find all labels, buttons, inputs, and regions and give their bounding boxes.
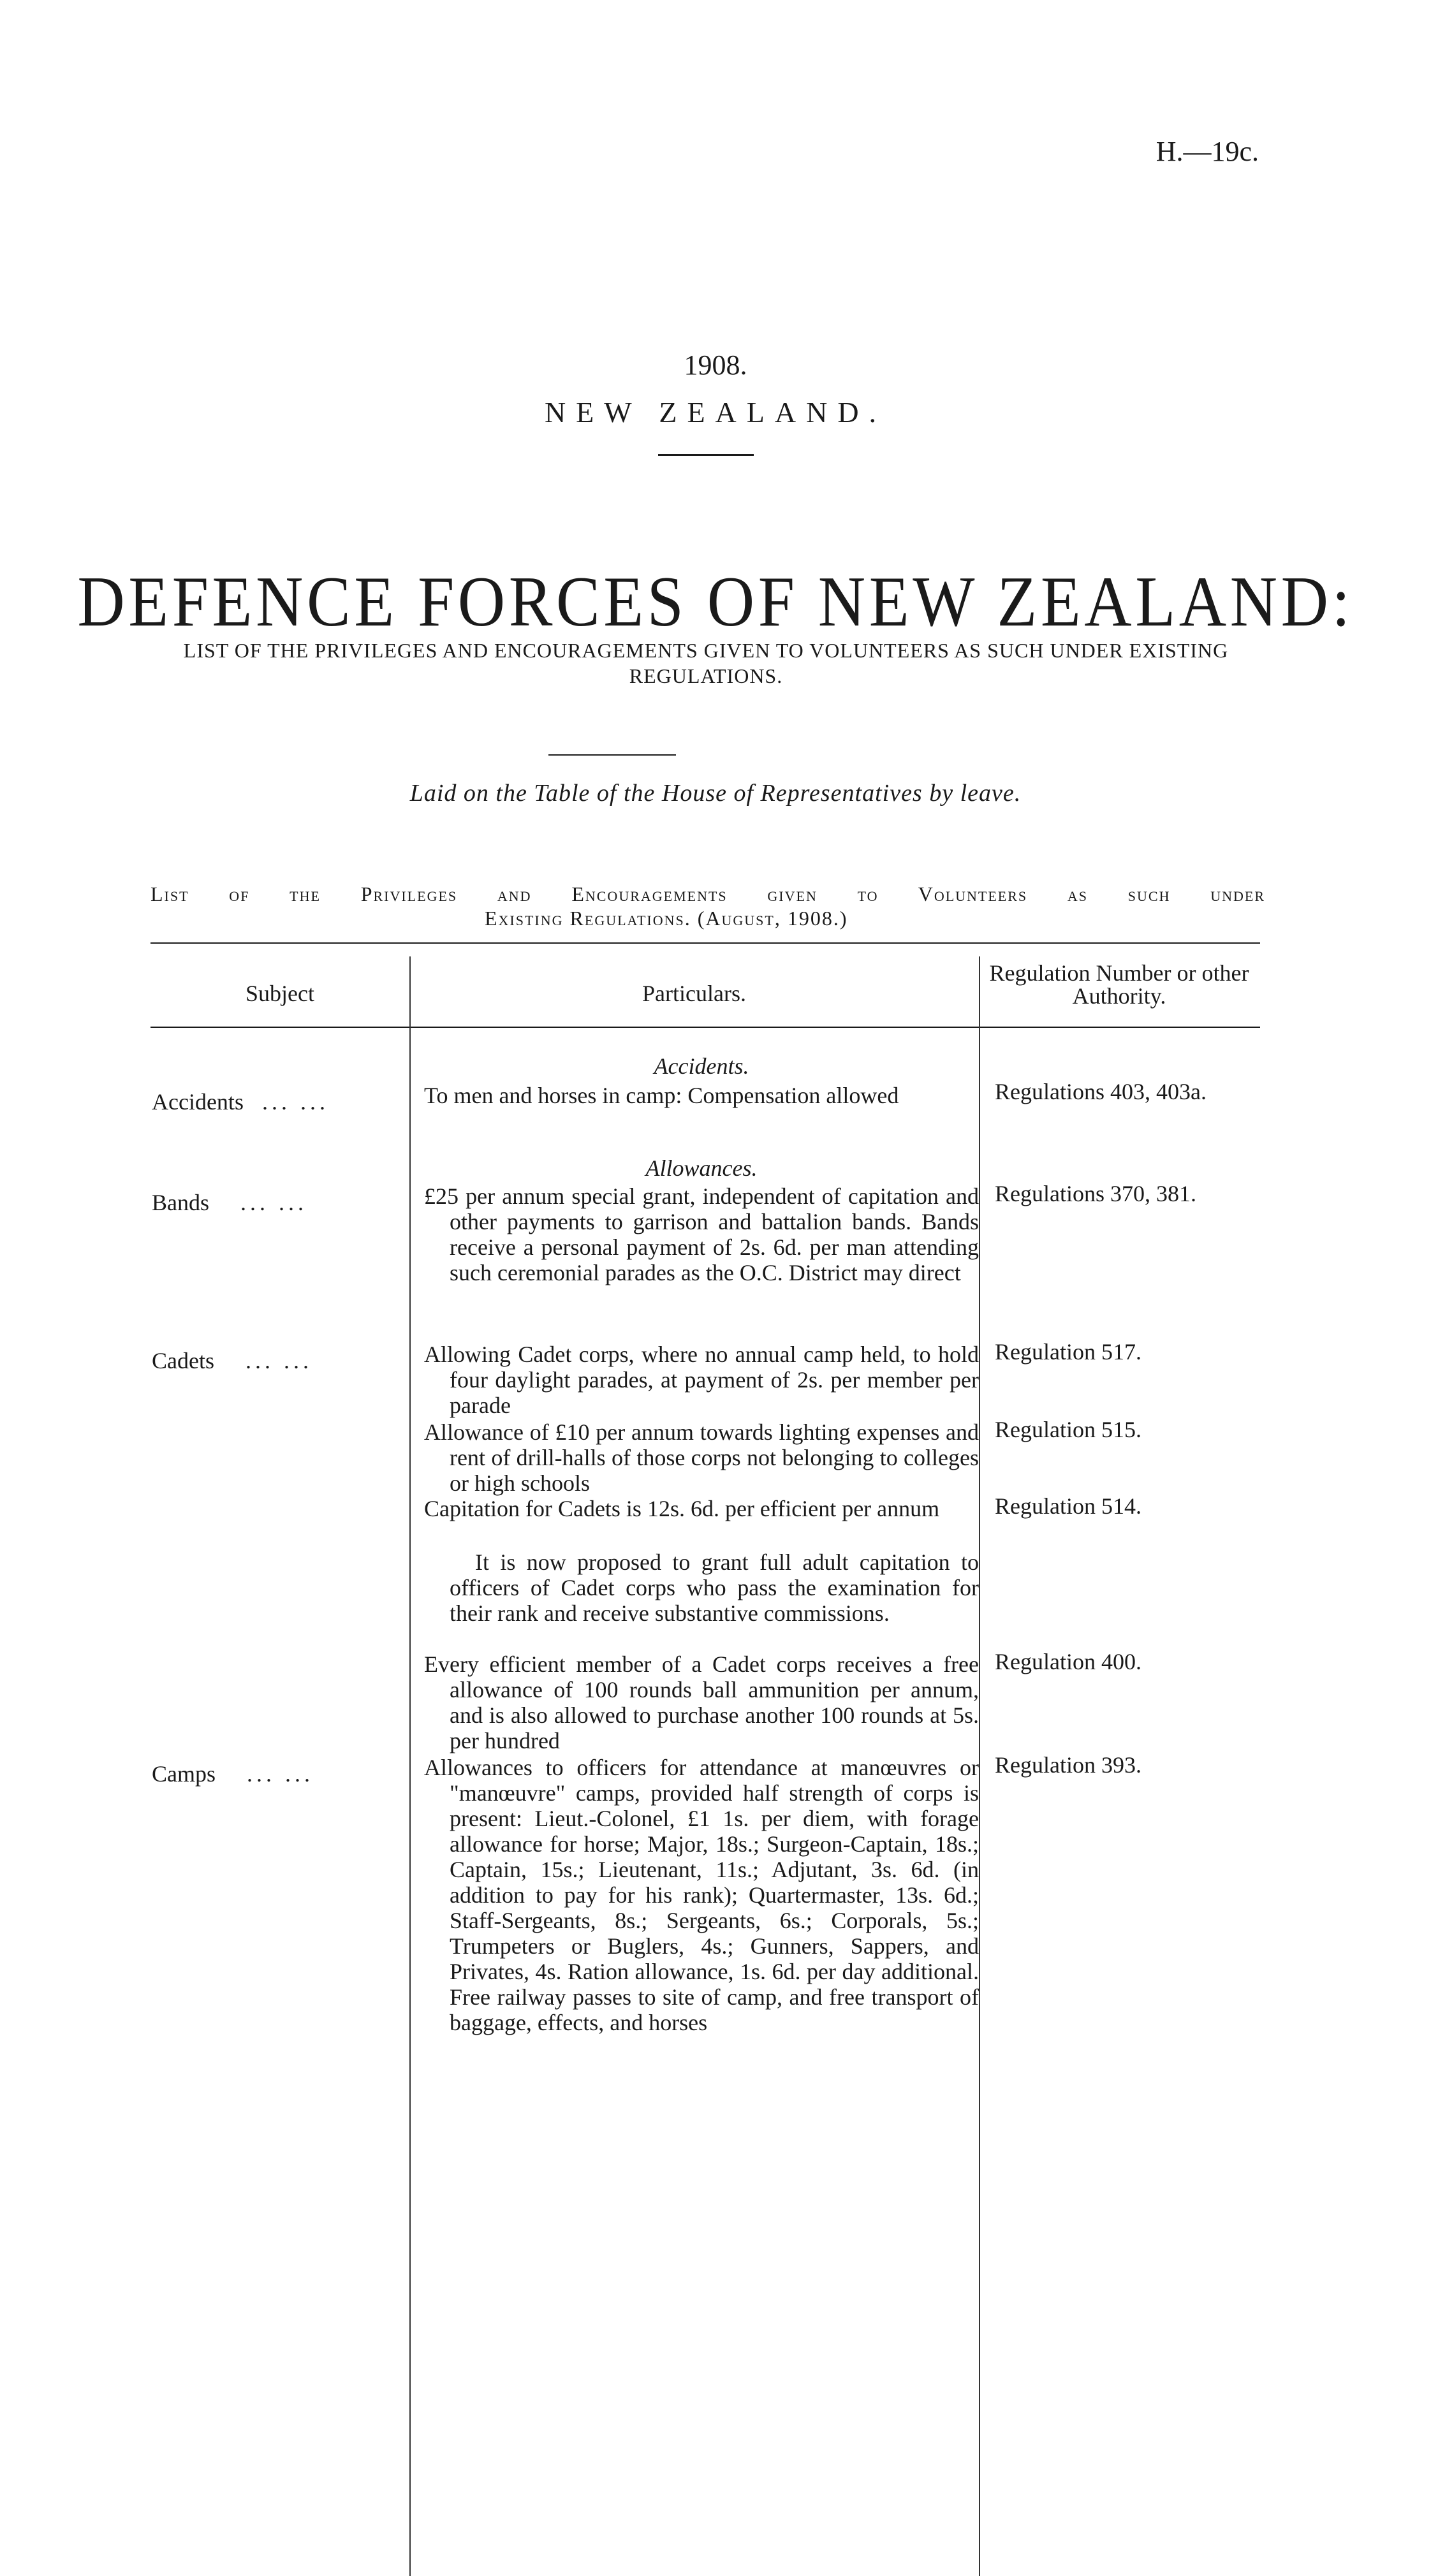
table-row-subject [152,1190,407,1215]
page-reference: H.—19c. [1156,136,1259,167]
laid-on-table-note: Laid on the Table of the House of Representatives by leave. [409,780,1022,807]
subject-label: Camps [152,1761,216,1787]
table-row-subject [152,1761,407,1787]
subject-label: Cadets [152,1348,214,1373]
subject-label: Accidents [152,1089,244,1115]
laid-divider [548,754,676,756]
subject-label: Bands [152,1190,209,1215]
country-heading: NEW ZEALAND. [544,396,887,428]
leader-dots: ... ... [261,1089,329,1115]
table-row-particulars [424,1419,979,1496]
title-divider [658,454,754,456]
particulars-text: £25 per annum special grant, independent of capitation and other payments to garrison and battalion bands. Bands receive a personal payment of 2s. 6d. per man attending such ceremonial parades as the O.C. District may direct [424,1183,979,1285]
main-title: DEFENCE FORCES OF NEW ZEALAND: [77,562,1354,641]
column-header-authority: Regulation Number or other Authority. [989,960,1249,1009]
table-row-particulars [424,1183,979,1285]
particulars-text: Every efficient member of a Cadet corps receives a free allowance of 100 rounds ball ammunition per annum, and is also allowed to purchase another 100 rounds at 5s. per hundred [424,1651,979,1753]
document-year: 1908. [684,349,747,381]
particulars-text: Capitation for Cadets is 12s. 6d. per efficient per annum [424,1496,940,1521]
table-row-authority: Regulation 514. [995,1493,1141,1519]
table-row-particulars [424,1651,979,1753]
table-row-particulars [424,1342,979,1418]
column-divider-left [409,956,411,2576]
leader-dots: ... ... [245,1348,312,1373]
column-divider-right [979,956,980,2576]
table-top-rule [150,942,1260,944]
leader-dots: ... ... [247,1761,314,1787]
particulars-text: Allowing Cadet corps, where no annual camp held, to hold four daylight parades, at payment of 2s. per member per parade [424,1342,979,1418]
particulars-text: Allowance of £10 per annum towards lighting expenses and rent of drill-halls of those corps not belonging to colleges or high schools [424,1419,979,1496]
table-row-particulars [424,1549,979,1626]
column-header-particulars: Particulars. [642,981,746,1006]
section-heading-accidents: Accidents. [654,1053,749,1079]
table-row-particulars [424,1755,979,2035]
leader-dots: ... ... [240,1190,307,1215]
table-header-rule [150,1027,1260,1028]
table-row-particulars [424,1083,979,1108]
subtitle: LIST OF THE PRIVILEGES AND ENCOURAGEMENTS GIVEN TO VOLUNTEERS AS SUCH UNDER EXISTING REGULATIONS. [183,639,1229,687]
table-row-authority: Regulation 515. [995,1417,1141,1442]
table-row-authority: Regulations 403, 403a. [995,1079,1207,1104]
table-row-authority: Regulations 370, 381. [995,1181,1196,1206]
list-heading-continued: Existing Regulations. (August, 1908.) [485,907,848,930]
particulars-text: Allowances to officers for attendance at manœuvres or "manœuvre" camps, provided half strength of corps is present: Lieut.-Colonel, £1 1s. per diem, with forage allowance for horse; Major, 18s.; Surgeon-Captain, 18s.; Captain, 15s.; Lieutenant, 11s.; Adjutant, 3s. 6d. (in addition to pay for his rank); Quartermaster, 13s. 6d.; Staff-Sergeants, 8s.; Sergeants, 6s.; Corporals, 5s.; Trumpeters or Buglers, 4s.; Gunners, Sappers, and Privates, 4s. Ration allowance, 1s. 6d. per day additional. Free railway passes to site of camp, and free transport of baggage, effects, and horses [424,1755,979,2035]
table-row-subject [152,1089,407,1115]
table-row-authority: Regulation 517. [995,1339,1141,1365]
table-row-authority: Regulation 400. [995,1649,1141,1674]
particulars-text: It is now proposed to grant full adult capitation to officers of Cadet corps who pass the examination for their rank and receive substantive commissions. [450,1549,979,1626]
section-heading-allowances: Allowances. [645,1155,758,1181]
table-row-particulars [424,1496,979,1521]
list-heading: List of the Privileges and Encouragements given to Volunteers as such under [150,882,1265,905]
column-header-subject: Subject [246,981,314,1006]
table-row-subject [152,1348,407,1373]
table-row-authority: Regulation 393. [995,1752,1141,1778]
particulars-text: To men and horses in camp: Compensation allowed [424,1083,899,1108]
